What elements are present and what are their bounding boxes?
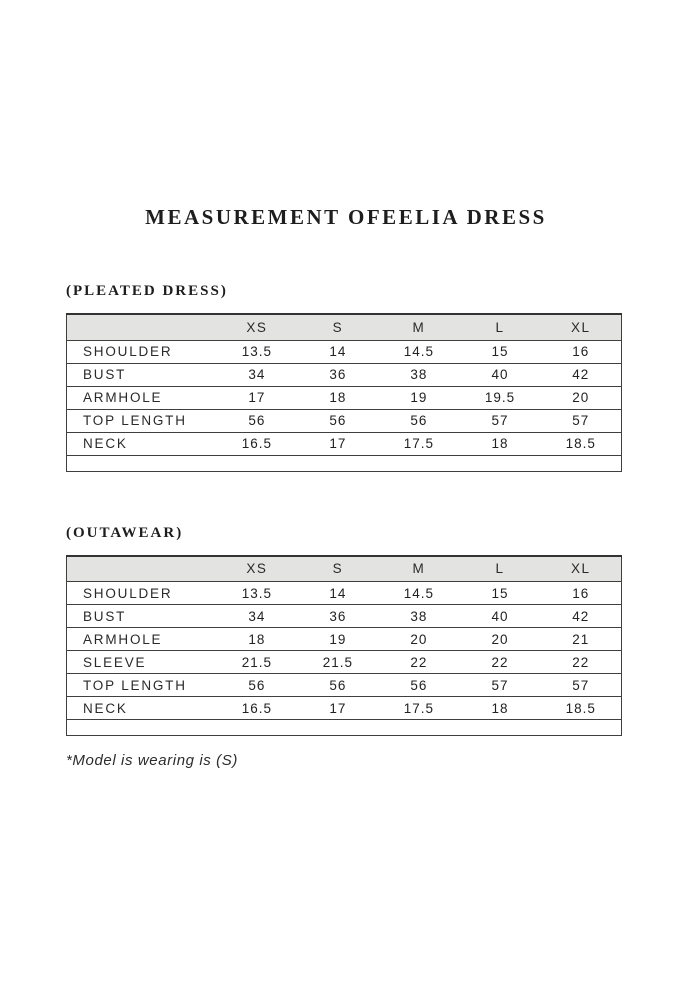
size-column-header: XL	[570, 561, 591, 577]
measurement-label: ARMHOLE	[83, 631, 163, 647]
measurement-value: 18	[491, 436, 509, 451]
model-size-footnote: *Model is wearing is (S)	[66, 752, 238, 769]
measurement-row	[67, 605, 622, 628]
size-column-header: S	[332, 319, 344, 335]
measurement-value: 16	[572, 585, 590, 601]
measurement-label: SLEEVE	[83, 654, 147, 670]
pleated-dress-section	[66, 283, 622, 472]
measurement-value: 36	[329, 608, 347, 624]
measurement-row	[67, 340, 622, 363]
measurement-value: 13.5	[241, 344, 272, 359]
measurement-label: BUST	[83, 608, 127, 624]
measurement-value: 15	[491, 344, 509, 359]
measurement-label: NECK	[83, 436, 128, 451]
empty-corner-cell	[67, 314, 217, 340]
measurement-value: 16.5	[241, 436, 272, 451]
empty-corner-cell	[67, 556, 217, 582]
measurement-value: 42	[572, 608, 590, 624]
measurement-value: 19	[329, 631, 347, 647]
measurement-value: 22	[410, 654, 428, 670]
measurement-row	[67, 651, 622, 674]
measurement-value: 20	[410, 631, 428, 647]
measurement-value: 16	[572, 344, 590, 359]
measurement-value: 19.5	[484, 390, 516, 405]
measurement-value: 57	[572, 413, 590, 428]
measurement-label: ARMHOLE	[83, 390, 163, 405]
measurement-value: 14.5	[403, 344, 435, 359]
measurement-row	[67, 628, 622, 651]
measurement-label: SHOULDER	[83, 344, 173, 359]
measurement-row	[67, 582, 622, 605]
measurement-value: 57	[491, 413, 509, 428]
outawear-section	[66, 525, 622, 737]
measurement-value: 56	[329, 677, 347, 693]
size-column-header: XL	[570, 319, 591, 335]
size-column-header: XS	[246, 319, 268, 335]
measurement-value: 56	[410, 413, 428, 428]
measurement-value: 57	[491, 677, 509, 693]
measurement-value: 17.5	[403, 436, 435, 451]
measurement-value: 40	[491, 367, 509, 382]
measurement-label: SHOULDER	[83, 585, 173, 601]
measurement-value: 56	[329, 413, 347, 428]
outawear-measurement-table	[66, 555, 622, 737]
size-header-row	[67, 314, 622, 340]
table-bottom-spacer	[67, 455, 622, 471]
size-column-header: M	[412, 319, 426, 335]
measurement-value: 38	[410, 367, 428, 382]
measurement-row	[67, 432, 622, 455]
measurement-value: 36	[329, 367, 347, 382]
size-column-header: S	[332, 561, 344, 577]
measurement-value: 22	[572, 654, 590, 670]
measurement-row	[67, 674, 622, 697]
measurement-value: 22	[491, 654, 509, 670]
size-column-header: M	[412, 561, 426, 577]
measurement-value: 13.5	[241, 585, 272, 601]
table-bottom-spacer	[67, 720, 622, 736]
size-column-header: L	[495, 319, 505, 335]
measurement-value: 18	[491, 700, 509, 716]
measurement-value: 21.5	[322, 654, 354, 670]
measurement-row	[67, 363, 622, 386]
measurement-value: 17	[248, 390, 266, 405]
measurement-value: 40	[491, 608, 509, 624]
pleated-dress-measurement-table	[66, 313, 622, 472]
section-heading-pleated-dress: (PLEATED DRESS)	[66, 283, 228, 299]
measurement-row	[67, 697, 622, 720]
measurement-value: 56	[248, 677, 266, 693]
measurement-value: 17	[329, 700, 347, 716]
measurement-value: 14.5	[403, 585, 435, 601]
measurement-value: 20	[572, 390, 590, 405]
measurement-value: 34	[248, 367, 266, 382]
measurement-label: BUST	[83, 367, 127, 382]
measurement-value: 17.5	[403, 700, 435, 716]
size-header-row	[67, 556, 622, 582]
measurement-value: 38	[410, 608, 428, 624]
measurement-value: 21.5	[241, 654, 272, 670]
measurement-value: 15	[491, 585, 509, 601]
measurement-label: TOP LENGTH	[83, 677, 187, 693]
measurement-value: 17	[329, 436, 347, 451]
measurement-label: TOP LENGTH	[83, 413, 187, 428]
measurement-value: 57	[572, 677, 590, 693]
measurement-row	[67, 409, 622, 432]
measurement-value: 14	[329, 344, 347, 359]
measurement-value: 20	[491, 631, 509, 647]
size-column-header: L	[495, 561, 505, 577]
measurement-value: 18.5	[565, 436, 596, 451]
measurement-value: 19	[410, 390, 428, 405]
measurement-value: 14	[329, 585, 347, 601]
measurement-value: 18	[329, 390, 347, 405]
measurement-value: 16.5	[241, 700, 272, 716]
measurement-value: 18.5	[565, 700, 596, 716]
measurement-row	[67, 386, 622, 409]
measurement-value: 56	[410, 677, 428, 693]
measurement-label: NECK	[83, 700, 128, 716]
measurement-value: 42	[572, 367, 590, 382]
measurement-value: 56	[248, 413, 266, 428]
measurement-value: 34	[248, 608, 266, 624]
measurement-value: 21	[572, 631, 590, 647]
measurement-value: 18	[248, 631, 266, 647]
size-column-header: XS	[246, 561, 268, 577]
page-title: MEASUREMENT OFEELIA DRESS	[145, 205, 547, 229]
section-heading-outawear: (OUTAWEAR)	[66, 524, 184, 541]
